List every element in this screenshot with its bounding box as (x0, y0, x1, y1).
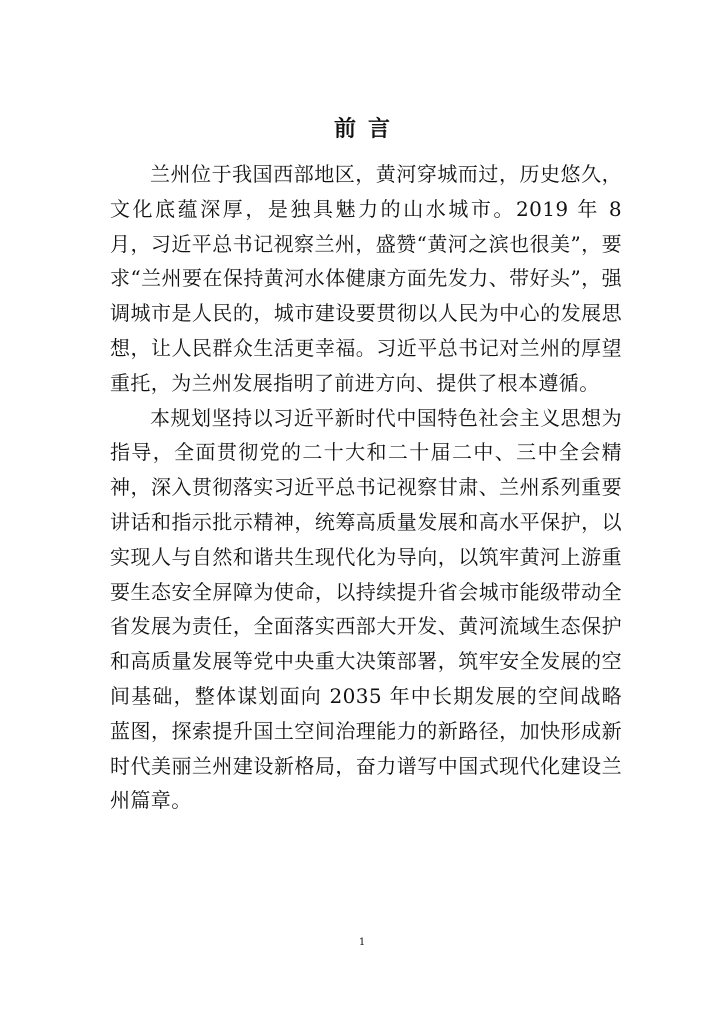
page-number: 1 (358, 937, 366, 948)
paragraph-1: 兰州位于我国西部地区，黄河穿城而过，历史悠久，文化底蕴深厚，是独具魅力的山水城市。2019 年 8 月，习近平总书记视察兰州，盛赞“黄河之滨也很美”，要求“兰州要在保持黄河水体健康方面先发力、带好头”，强调城市是人民的，城市建设要贯彻以人民为中心的发展思想，让人民群众生活更幸福。习近平总书记对兰州的厚望重托，为兰州发展指明了前进方向、提供了根本遵循。 (110, 162, 622, 395)
page-title: 前言 (333, 117, 402, 142)
paragraph-2: 本规划坚持以习近平新时代中国特色社会主义思想为指导，全面贯彻党的二十大和二十届二中、三中全会精神，深入贯彻落实习近平总书记视察甘肃、兰州系列重要讲话和指示批示精神，统筹高质量发展和高水平保护，以实现人与自然和谐共生现代化为导向，以筑牢黄河上游重要生态安全屏障为使命，以持续提升省会城市能级带动全省发展为责任，全面落实西部大开发、黄河流域生态保护和高质量发展等党中央重大决策部署，筑牢安全发展的空间基础，整体谋划面向 2035 年中长期发展的空间战略蓝图，探索提升国土空间治理能力的新路径，加快形成新时代美丽兰州建设新格局，奋力谱写中国式现代化建设兰州篇章。 (110, 405, 622, 813)
body-text (110, 157, 622, 818)
